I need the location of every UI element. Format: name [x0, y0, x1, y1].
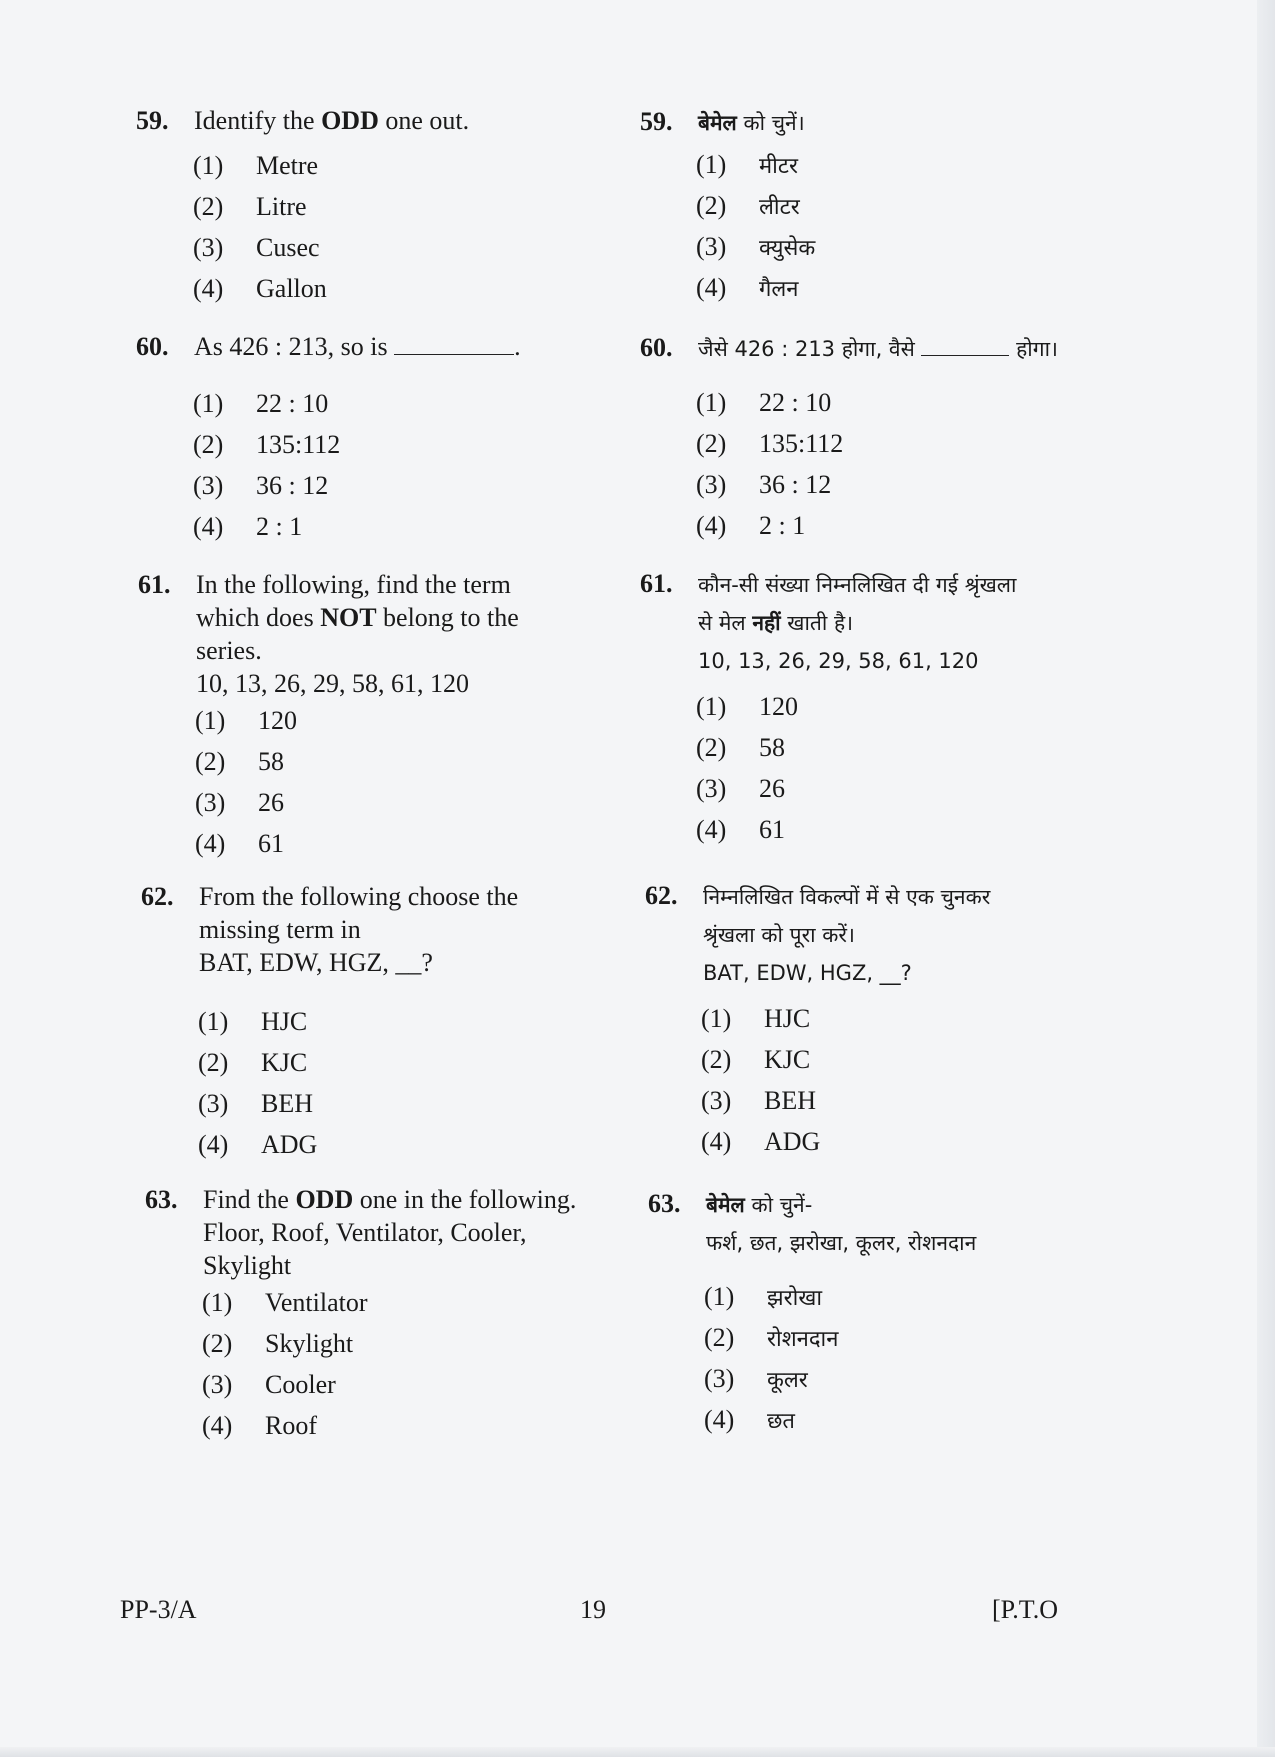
option: (2) KJC — [198, 1047, 308, 1077]
options-list — [198, 1001, 621, 1165]
question-61-hi — [640, 566, 1260, 850]
question-text: Identify the ODD one out. — [194, 106, 470, 135]
option: (4) 2 : 1 — [193, 511, 303, 541]
question-number: 62. — [141, 882, 174, 911]
question-59-en — [136, 104, 616, 309]
option: (1) मीटर — [696, 149, 798, 179]
question-61-en — [138, 568, 618, 864]
question-63-hi — [648, 1186, 1268, 1440]
option: (4) 2 : 1 — [696, 510, 806, 540]
option: (2) 58 — [696, 732, 785, 762]
options-list — [202, 1282, 625, 1446]
question-number: 62. — [645, 881, 678, 910]
question-60-hi — [640, 330, 1260, 546]
question-number: 60. — [136, 332, 169, 361]
page-bottom-edge — [0, 1747, 1275, 1757]
option: (1) झरोखा — [704, 1281, 823, 1311]
question-number: 63. — [145, 1185, 178, 1214]
option: (2) KJC — [701, 1044, 811, 1074]
option: (3) कूलर — [704, 1363, 808, 1393]
options-list — [701, 998, 1265, 1162]
options-list — [704, 1276, 1268, 1440]
question-text: बेमेल को चुनें। — [698, 111, 805, 135]
option: (3) 26 — [195, 787, 284, 817]
question-63-en — [145, 1183, 625, 1446]
option: (1) 120 — [195, 705, 297, 735]
question-62-hi — [645, 878, 1265, 1162]
options-list — [193, 145, 616, 309]
question-number: 61. — [640, 569, 673, 598]
options-list — [193, 383, 616, 547]
options-list — [696, 144, 1240, 308]
question-60-en — [136, 330, 616, 547]
question-text: निम्नलिखित विकल्पों में से एक चुनकर श्रृंखला को पूरा करें। BAT, EDW, HGZ, __? — [703, 878, 990, 992]
letter-series: BAT, EDW, HGZ, __? — [703, 961, 912, 985]
question-number: 59. — [640, 107, 673, 136]
options-list — [195, 700, 618, 864]
option: (4) 61 — [195, 828, 284, 858]
option: (1) Ventilator — [202, 1287, 368, 1317]
options-list — [696, 686, 1260, 850]
question-59-hi — [640, 104, 1240, 308]
please-turn-over: [P.T.O — [992, 1595, 1058, 1624]
letter-series: BAT, EDW, HGZ, __? — [199, 948, 433, 977]
question-text: In the following, find the term which does NOT belong to the series. 10, 13, 26, 29, 58, 61, 120 — [196, 570, 519, 698]
option: (3) BEH — [198, 1088, 313, 1118]
question-text: कौन-सी संख्या निम्नलिखित दी गई श्रृंखला से मेल नहीं खाती है। 10, 13, 26, 29, 58, 61, 120 — [698, 566, 1016, 680]
option: (2) 135:112 — [696, 428, 844, 458]
option: (3) Cusec — [193, 232, 320, 262]
option: (4) छत — [704, 1404, 795, 1434]
number-series: 10, 13, 26, 29, 58, 61, 120 — [196, 669, 469, 698]
option: (4) 61 — [696, 814, 785, 844]
question-text: Find the ODD one in the following. Floor, Roof, Ventilator, Cooler, Skylight — [203, 1185, 577, 1280]
option: (1) Metre — [193, 150, 319, 180]
option: (2) रोशनदान — [704, 1322, 839, 1352]
option: (4) गैलन — [696, 272, 799, 302]
option: (3) 36 : 12 — [193, 470, 329, 500]
question-62-en — [141, 880, 621, 1165]
option: (1) 22 : 10 — [696, 387, 832, 417]
question-number: 61. — [138, 570, 171, 599]
option: (4) ADG — [198, 1129, 318, 1159]
options-list — [696, 382, 1260, 546]
option: (2) 58 — [195, 746, 284, 776]
option: (3) क्युसेक — [696, 231, 816, 261]
question-number: 60. — [640, 333, 673, 362]
option: (2) लीटर — [696, 190, 800, 220]
option: (1) HJC — [701, 1003, 811, 1033]
number-series: 10, 13, 26, 29, 58, 61, 120 — [698, 649, 979, 673]
question-number: 63. — [648, 1189, 681, 1218]
question-text: बेमेल को चुनें- फर्श, छत, झरोखा, कूलर, रोशनदान — [706, 1193, 977, 1255]
option: (1) 120 — [696, 691, 798, 721]
option: (4) ADG — [701, 1126, 821, 1156]
page-number: 19 — [580, 1595, 606, 1624]
option: (4) Roof — [202, 1410, 317, 1440]
answer-blank — [921, 335, 1009, 356]
paper-code: PP-3/A — [120, 1595, 197, 1624]
question-text: जैसे 426 : 213 होगा, वैसे होगा। — [698, 337, 1058, 361]
question-text: From the following choose the missing term in BAT, EDW, HGZ, __? — [199, 882, 519, 977]
option: (3) 26 — [696, 773, 785, 803]
question-number: 59. — [136, 106, 169, 135]
option: (3) Cooler — [202, 1369, 336, 1399]
question-text: As 426 : 213, so is . — [194, 332, 521, 361]
option: (3) BEH — [701, 1085, 816, 1115]
option: (4) Gallon — [193, 273, 327, 303]
option: (2) Skylight — [202, 1328, 354, 1358]
answer-blank — [394, 334, 514, 355]
option: (2) Litre — [193, 191, 307, 221]
option: (1) HJC — [198, 1006, 308, 1036]
option: (2) 135:112 — [193, 429, 341, 459]
option: (3) 36 : 12 — [696, 469, 832, 499]
option: (1) 22 : 10 — [193, 388, 329, 418]
